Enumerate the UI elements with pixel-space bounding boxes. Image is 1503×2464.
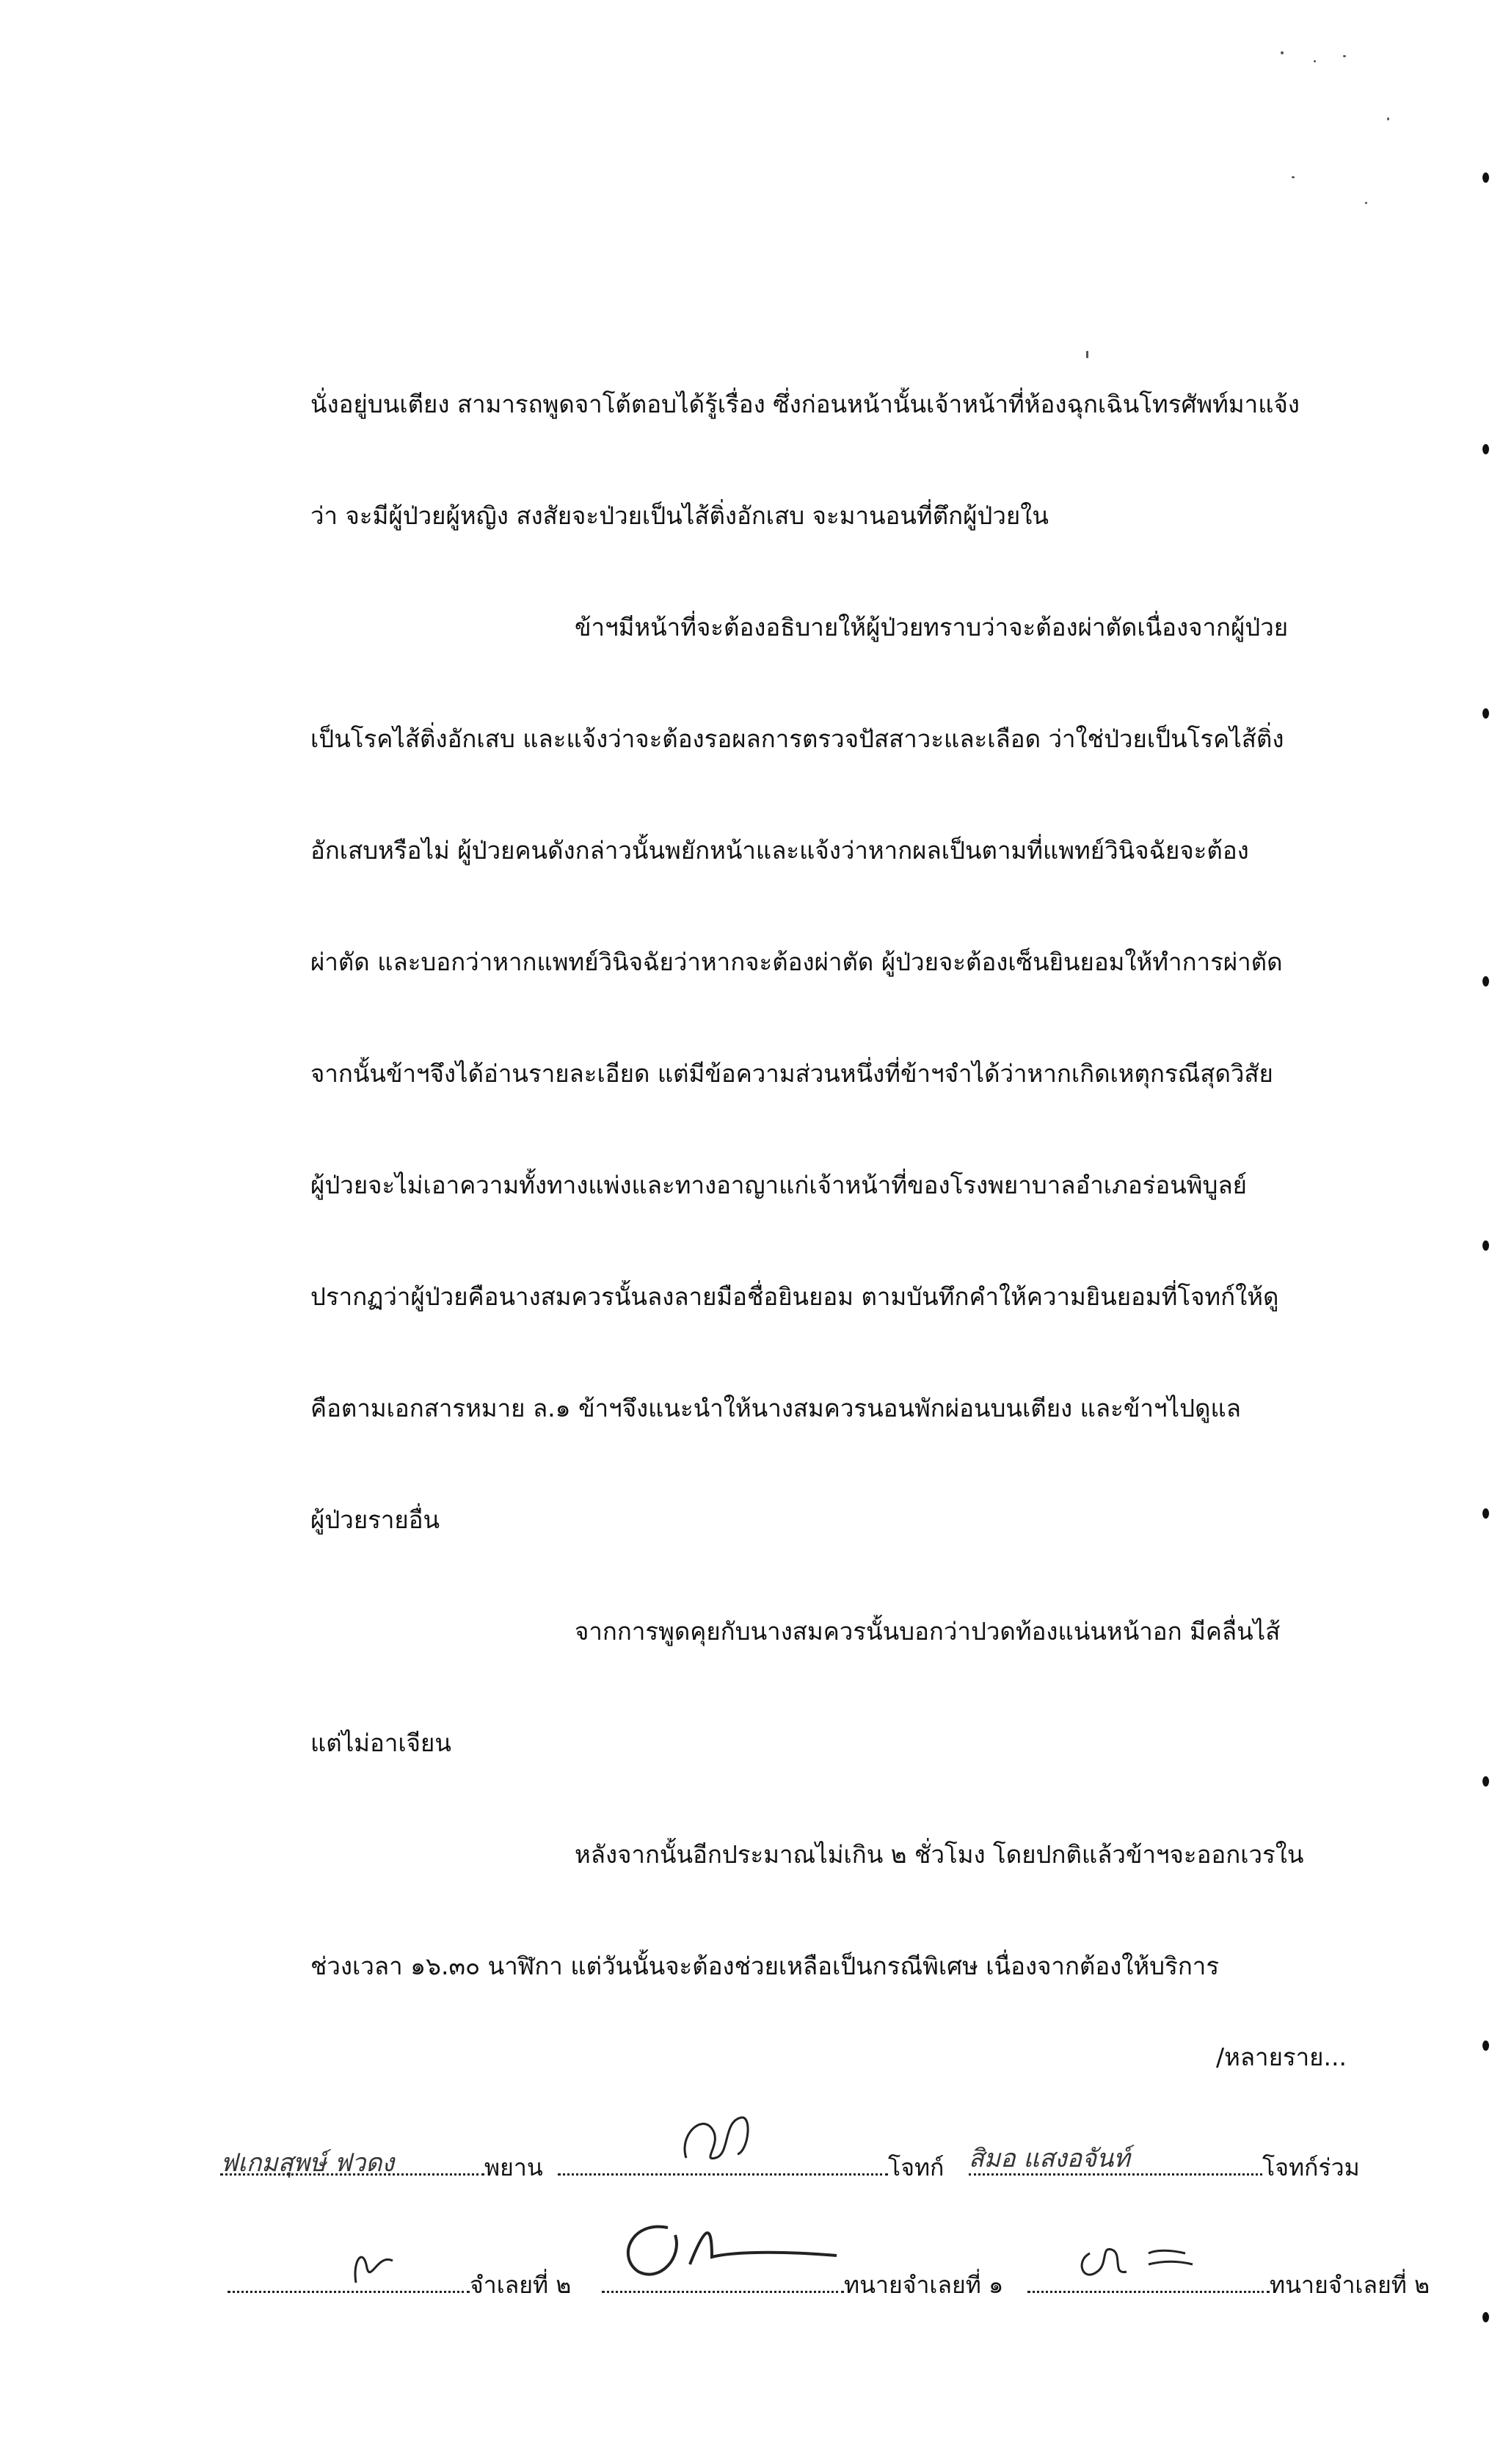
- margin-punch-mark: [1482, 1776, 1489, 1787]
- lawyer-def1-label: ทนายจำเลยที่ ๑: [844, 2271, 1004, 2299]
- body-line: จากนั้นข้าฯจึงได้อ่านรายละเอียด แต่มีข้อความส่วนหนึ่งที่ข้าฯจำได้ว่าหากเกิดเหตุกรณีสุดวิสัย: [310, 1059, 1273, 1088]
- body-line: ผ่าตัด และบอกว่าหากแพทย์วินิจฉัยว่าหากจะต้องผ่าตัด ผู้ป่วยจะต้องเซ็นยินยอมให้ทำการผ่าตัด: [310, 948, 1283, 976]
- margin-punch-mark: [1482, 172, 1489, 183]
- signature-row-2: [220, 2268, 1482, 2312]
- co-plaintiff-label: โจทก์ร่วม: [1262, 2154, 1360, 2181]
- plaintiff-handwritten-name: สิมอ แสงอจันท์: [969, 2144, 1130, 2173]
- scan-speck: [1314, 60, 1316, 62]
- body-line: เป็นโรคไส้ติ่งอักเสบ และแจ้งว่าจะต้องรอผลการตรวจปัสสาวะและเลือด ว่าใช่ป่วยเป็นโรคไส้ติ่ง: [310, 724, 1284, 753]
- margin-punch-mark: [1482, 2312, 1489, 2322]
- lawyer-def2-signature-mark: [1068, 2231, 1200, 2297]
- scan-speck: [1281, 51, 1284, 54]
- body-line: นั่งอยู่บนเตียง สามารถพูดจาโต้ตอบได้รู้เรื่อง ซึ่งก่อนหน้านั้นเจ้าหน้าที่ห้องฉุกเฉินโทรศัพท์มาแจ้ง: [310, 390, 1300, 418]
- body-line: จากการพูดคุยกับนางสมควรนั้นบอกว่าปวดท้องแน่นหน้าอก มีคลื่นไส้: [575, 1617, 1281, 1646]
- defendant2-signature-mark: [341, 2239, 400, 2290]
- scan-speck: [1343, 55, 1346, 57]
- margin-punch-mark: [1482, 976, 1489, 986]
- margin-punch-mark: [1482, 444, 1489, 454]
- body-line: ผู้ป่วยรายอื่น: [310, 1505, 440, 1534]
- witness-signature-mark: [672, 2107, 760, 2180]
- body-line: ผู้ป่วยจะไม่เอาความทั้งทางแพ่งและทางอาญาแก่เจ้าหน้าที่ของโรงพยาบาลอำเภอร่อนพิบูลย์: [310, 1171, 1248, 1199]
- margin-punch-mark: [1482, 1508, 1489, 1519]
- co-plaintiff-signature-line: [969, 2151, 1360, 2184]
- scan-speck: [1387, 117, 1389, 120]
- witness-signature-line: [220, 2151, 543, 2184]
- body-line: ว่า จะมีผู้ป่วยผู้หญิง สงสัยจะป่วยเป็นไส้ติ่งอักเสบ จะมานอนที่ตึกผู้ป่วยใน: [310, 501, 1049, 530]
- body-line: อักเสบหรือไม่ ผู้ป่วยคนดังกล่าวนั้นพยักหน้าและแจ้งว่าหากผลเป็นตามที่แพทย์วินิจฉัยจะต้อง: [310, 836, 1249, 865]
- body-line: หลังจากนั้นอีกประมาณไม่เกิน ๒ ชั่วโมง โดยปกติแล้วข้าฯจะออกเวรใน: [575, 1840, 1304, 1869]
- plaintiff-label: โจทก์: [888, 2154, 945, 2181]
- signature-row-1: [220, 2144, 1482, 2195]
- scan-speck: [1365, 202, 1367, 204]
- scan-speck: [1292, 176, 1295, 178]
- margin-punch-mark: [1482, 1240, 1489, 1251]
- defendant2-label: จำเลยที่ ๒: [470, 2271, 572, 2299]
- body-line: ช่วงเวลา ๑๖.๓๐ นาฬิกา แต่วันนั้นจะต้องช่วยเหลือเป็นกรณีพิเศษ เนื่องจากต้องให้บริการ: [310, 1952, 1220, 1980]
- body-line: ข้าฯมีหน้าที่จะต้องอธิบายให้ผู้ป่วยทราบว่าจะต้องผ่าตัดเนื่องจากผู้ป่วย: [575, 613, 1289, 642]
- body-line: คือตามเอกสารหมาย ล.๑ ข้าฯจึงแนะนำให้นางสมควรนอนพักผ่อนบนเตียง และข้าฯไปดูแล: [310, 1394, 1241, 1422]
- margin-punch-mark: [1482, 2040, 1489, 2051]
- body-line: ปรากฏว่าผู้ป่วยคือนางสมควรนั้นลงลายมือชื่อยินยอม ตามบันทึกคำให้ความยินยอมที่โจทก์ให้ดู: [310, 1282, 1279, 1311]
- body-line: แต่ไม่อาเจียน: [310, 1729, 451, 1757]
- margin-punch-mark: [1482, 708, 1489, 719]
- dotted-line: [969, 2151, 1262, 2176]
- scan-speck: [1086, 351, 1088, 358]
- witness-label: พยาน: [484, 2154, 543, 2181]
- lawyer-def2-label: ทนายจำเลยที่ ๒: [1270, 2271, 1430, 2299]
- witness-handwritten-name: ฟเกมสุพษ์ ฟวดง: [220, 2148, 394, 2178]
- lawyer-def1-signature-mark: [602, 2213, 844, 2294]
- continuation-marker: /หลายราย...: [1215, 2043, 1347, 2071]
- dotted-line: [220, 2151, 484, 2176]
